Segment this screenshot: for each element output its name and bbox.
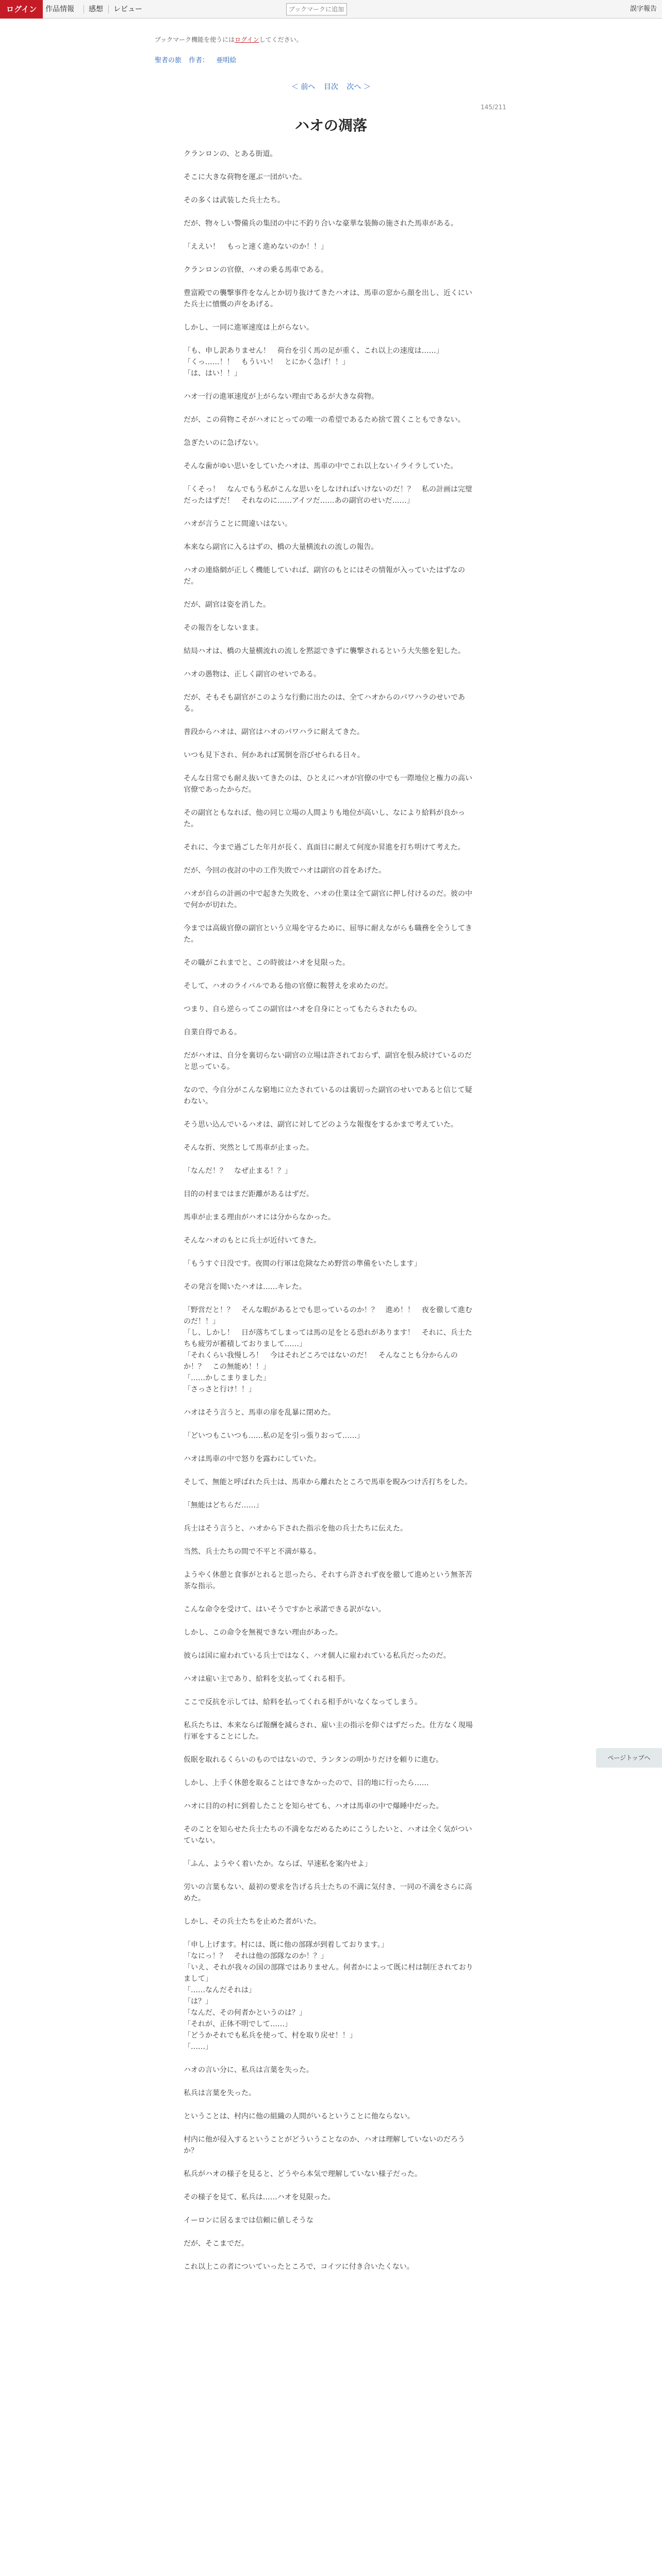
notice-prefix: ブックマーク機能を使うには: [155, 36, 235, 43]
top-navigation-bar: [0, 0, 662, 19]
next-chapter-link[interactable]: 次へ ＞: [346, 83, 371, 91]
body-paragraph: いつも見下され、何かあれば罵倒を浴びせられる日々。: [184, 751, 365, 759]
body-paragraph: ハオの言い分に、私兵は言葉を失った。: [184, 2066, 313, 2074]
body-paragraph: 彼らは国に雇われている兵士ではなく、ハオ個人に雇われている私兵だったのだ。: [184, 1652, 451, 1660]
body-paragraph: 兵士はそう言うと、ハオから下された指示を他の兵士たちに伝えた。: [184, 1524, 407, 1533]
breadcrumb: [155, 55, 241, 64]
body-paragraph: 「野営だと！？ そんな暇があるとでも思っているのか！？ 進め！！ 夜を徹して進むのだ！！」 「し、しかし！ 日が落ちてしまっては馬の足をとる恐れがあります！ それに、兵士たちも疲労が蓄積しておりまして……」 「それくらい我慢しろ！ 今はそれどころではないのだ！ そんなことも分からんのか！？ この無能め！！」 「……かしこまりました」 「さっさと行け！！」: [184, 1306, 472, 1394]
body-paragraph: ハオは馬車の中で怒りを露わにしていた。: [184, 1455, 321, 1463]
nav-work-info-link[interactable]: 作品情報: [45, 5, 74, 13]
body-paragraph: 自業自得である。: [184, 1028, 241, 1037]
body-paragraph: 急ぎたいのに急げない。: [184, 439, 263, 447]
body-paragraph: 「ええい！ もっと速く進めないのか！！」: [184, 243, 328, 251]
body-paragraph: 仮眠を取れるくらいのものではないので、ランタンの明かりだけを頼りに進む。: [184, 1756, 443, 1764]
body-paragraph: そして、ハオのライバルである他の官僚に鞍替えを求めたのだ。: [184, 982, 393, 990]
body-paragraph: クランロンの官僚、ハオの乗る馬車である。: [184, 266, 328, 274]
body-paragraph: だが、そこまでだ。: [184, 2240, 249, 2248]
table-of-contents-link[interactable]: 目次: [324, 83, 338, 91]
notice-suffix: してください。: [259, 36, 303, 43]
nav-separator: [108, 5, 109, 13]
typo-report-link[interactable]: 誤字報告: [630, 5, 657, 13]
body-paragraph: その報告をしないまま。: [184, 624, 263, 632]
body-paragraph: イーロンに居るまでは信頼に値しそうな: [184, 2216, 313, 2225]
body-paragraph: 私兵がハオの様子を見ると、どうやら本気で理解していない様子だった。: [184, 2170, 422, 2178]
author-link[interactable]: 亜明絵: [216, 57, 237, 64]
episode-number: 145/211: [481, 104, 506, 111]
nav-impressions-link[interactable]: 感想: [89, 5, 103, 13]
body-paragraph: しかし、一同に進軍速度は上がらない。: [184, 324, 313, 332]
body-paragraph: 今までは高級官僚の副官という立場を守るために、屈辱に耐えながらも職務を全うしてきた。: [184, 924, 472, 944]
body-paragraph: 「ふん、ようやく着いたか。ならば、早速私を案内せよ」: [184, 1860, 372, 1868]
body-paragraph: 「無能はどちらだ……」: [184, 1501, 263, 1510]
author-label: 作者：: [189, 57, 209, 64]
body-paragraph: 当然、兵士たちの間で不平と不満が募る。: [184, 1548, 321, 1556]
body-paragraph: だが、今回の夜討の中の工作失敗でハオは副官の首をあげた。: [184, 867, 386, 875]
body-paragraph: その様子を見て、私兵は……ハオを見限った。: [184, 2193, 335, 2201]
body-paragraph: 村内に他が侵入するということがどういうことなのか、ハオは理解していないのだろうか？: [184, 2136, 465, 2155]
body-paragraph: 「もうすぐ日没です。夜間の行軍は危険なため野営の準備をいたします」: [184, 1260, 421, 1268]
body-paragraph: ハオの愚物は、正しく副官のせいである。: [184, 670, 321, 679]
body-paragraph: 私兵は言葉を失った。: [184, 2089, 256, 2097]
body-paragraph: ここで反抗を示しては、給料を払ってくれる相手がいなくなってしまう。: [184, 1698, 422, 1706]
body-paragraph: それに、今まで過ごした年月が長く、真面目に耐えて何度か昇進を打ち明けて考えた。: [184, 843, 465, 852]
body-paragraph: そんな歯がゆい思いをしていたハオは、馬車の中でこれ以上ないイライラしていた。: [184, 462, 458, 470]
prev-chapter-link[interactable]: ＜ 前へ: [291, 83, 316, 91]
body-paragraph: ハオが自らの計画の中で起きた失敗を、ハオの仕業は全て副官に押し付けるのだ。彼の中で何かが切れた。: [184, 890, 472, 909]
nav-review-link[interactable]: レビュー: [113, 5, 142, 13]
body-paragraph: だが、そもそも副官がこのような行動に出たのは、全てハオからのパワハラのせいである。: [184, 693, 465, 713]
body-paragraph: だが、この荷物こそがハオにとっての唯一の希望であるため捨て置くこともできない。: [184, 416, 465, 424]
notice-login-link[interactable]: ログイン: [235, 36, 259, 43]
body-paragraph: 「なんだ！？ なぜ止まる！？」: [184, 1167, 292, 1175]
chapter-title: ハオの凋落: [294, 117, 367, 134]
body-paragraph: ハオはそう言うと、馬車の扉を乱暴に閉めた。: [184, 1409, 335, 1417]
body-paragraph: 普段からハオは、副官はハオのパワハラに耐えてきた。: [184, 728, 364, 736]
body-paragraph: しかし、その兵士たちを止めた者がいた。: [184, 1918, 321, 1926]
body-paragraph: こんな命令を受けて、はいそうですかと承諾できる訳がない。: [184, 1605, 386, 1614]
body-paragraph: そう思い込んでいるハオは、副官に対してどのような報復をするかまで考えていた。: [184, 1121, 458, 1129]
login-button[interactable]: ログイン: [0, 0, 43, 19]
body-paragraph: 目的の村まではまだ距離があるはずだ。: [184, 1190, 313, 1198]
chapter-body: [184, 148, 478, 2284]
body-paragraph: そして、無能と呼ばれた兵士は、馬車から離れたところで馬車を睨みつけ舌打ちをした。: [184, 1478, 472, 1486]
body-paragraph: その多くは武装した兵士たち。: [184, 196, 285, 205]
chapter-pager: [0, 81, 662, 92]
body-paragraph: ハオが言うことに間違いはない。: [184, 520, 292, 528]
body-paragraph: ということは、村内に他の組織の人間がいるということに他ならない。: [184, 2112, 415, 2121]
body-paragraph: だが、物々しい警備兵の集団の中に不釣り合いな豪華な装飾の施された馬車がある。: [184, 219, 458, 228]
body-paragraph: そのことを知らせた兵士たちの不満をなだめるためにこうしたいと、ハオは全く気がついていない。: [184, 1825, 472, 1845]
body-paragraph: その発言を聞いたハオは……キレた。: [184, 1283, 306, 1291]
body-paragraph: これ以上この者についていったところで、コイツに付き合いたくない。: [184, 2263, 414, 2271]
body-paragraph: しかし、上手く休憩を取ることはできなかったので、目的地に行ったら……: [184, 1779, 429, 1787]
body-paragraph: そこに大きな荷物を運ぶ一団がいた。: [184, 173, 306, 181]
body-paragraph: その副官ともなれば、他の同じ立場の人間よりも地位が高いし、なにより給料が良かった。: [184, 809, 465, 828]
body-paragraph: 「くそっ！ なんでもう私がこんな思いをしなければいけないのだ！？ 私の計画は完璧だったはずだ！ それなのに……アイツだ……あの副官のせいだ……」: [184, 485, 472, 505]
body-paragraph: 本来なら副官に入るはずの、橋の大量横流れの流しの報告。: [184, 543, 378, 551]
series-title-link[interactable]: 聖者の旅: [155, 57, 182, 64]
body-paragraph: 労いの言葉もない、最初の要求を告げる兵士たちの不満に気付き、一同の不満をさらに高めた。: [184, 1883, 472, 1903]
body-paragraph: なので、今自分がこんな窮地に立たされているのは裏切った副官のせいであると信じて疑わない。: [184, 1086, 472, 1106]
body-paragraph: 結局ハオは、橋の大量横流れの流しを黙認できずに襲撃されるという大失態を犯した。: [184, 647, 465, 655]
body-paragraph: だがハオは、自分を裏切らない副官の立場は許されておらず、副官を恨み続けているのだと思っている。: [184, 1052, 472, 1071]
body-paragraph: 私兵たちは、本来ならば報酬を減らされ、雇い主の指示を仰ぐはずだった。仕方なく現場行軍をすることにした。: [184, 1721, 473, 1741]
body-paragraph: ハオは雇い主であり、給料を支払ってくれる相手。: [184, 1675, 350, 1683]
body-paragraph: ようやく休憩と食事がとれると思ったら、それすら許されず夜を徹して進めという無茶苦茶な指示。: [184, 1571, 472, 1590]
body-paragraph: そんなハオのもとに兵士が近付いてきた。: [184, 1236, 321, 1245]
body-paragraph: 豊富殿での襲撃事件をなんとか切り抜けてきたハオは、馬車の窓から顔を出し、近くにいた兵士に憤慨の声をあげる。: [184, 289, 472, 309]
body-paragraph: 「申し上げます。村には、既に他の部隊が到着しております。」 「なにっ！？ それは他の部隊なのか！？」 「いえ、それが我々の国の部隊ではありません。何者かによって既に村は制圧されておりまして」 「……なんだそれは」 「は？」 「なんだ、その何者かというのは？」 「それが、正体不明でして……」 「どうかそれでも私兵を使って、村を取り戻せ！！」 「……」: [184, 1941, 473, 2051]
login-notice: [155, 35, 303, 44]
page-top-button[interactable]: ページトップへ: [596, 1748, 662, 1768]
body-paragraph: ハオに目的の村に到着したことを知らせても、ハオは馬車の中で爆睡中だった。: [184, 1802, 443, 1810]
body-paragraph: そんな日常でも耐え抜いてきたのは、ひとえにハオが官僚の中でも一際地位と権力の高い官僚であったからだ。: [184, 774, 472, 794]
body-paragraph: つまり、自ら逆らってこの副官はハオを自身にとってもたらされたもの。: [184, 1005, 422, 1013]
body-paragraph: そんな折、突然として馬車が止まった。: [184, 1144, 313, 1152]
body-paragraph: クランロンの、とある街道。: [184, 150, 277, 158]
body-paragraph: その職がこれまでと、この時彼はハオを見限った。: [184, 959, 350, 967]
body-paragraph: ハオ一行の進軍速度が上がらない理由であるが大きな荷物。: [184, 393, 378, 401]
body-paragraph: だが、副官は姿を消した。: [184, 601, 270, 609]
body-paragraph: 「どいつもこいつも……私の足を引っ張りおって……」: [184, 1432, 364, 1440]
body-paragraph: ハオの連絡網が正しく機能していれば、副官のもとにはその情報が入っていたはずなのだ。: [184, 566, 465, 586]
body-paragraph: 馬車が止まる理由がハオには分からなかった。: [184, 1213, 335, 1222]
body-paragraph: しかし、この命令を無視できない理由があった。: [184, 1629, 342, 1637]
body-paragraph: 「も、申し訳ありません！ 荷台を引く馬の足が重く、これ以上の速度は……」 「くっ……！！ もういい！ とにかく急げ！！」 「は、はい！！」: [184, 347, 443, 378]
bookmark-add-field[interactable]: [286, 3, 347, 15]
